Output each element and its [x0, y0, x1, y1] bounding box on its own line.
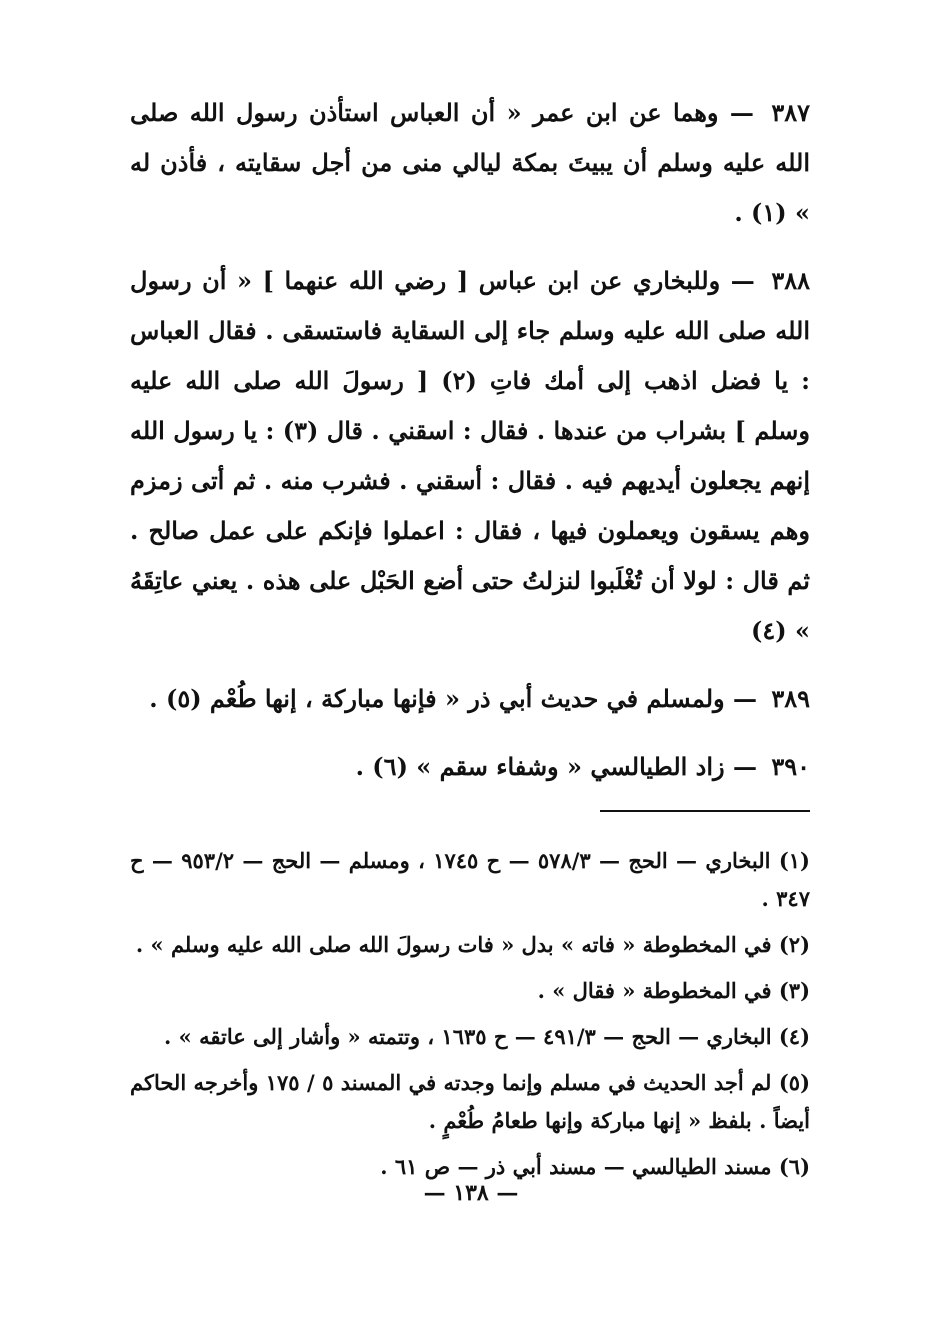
- hadith-388: [130, 256, 810, 656]
- page-body: [130, 88, 810, 1194]
- hadith-number: ٣٨٩: [771, 684, 810, 713]
- hadith-389: [130, 674, 810, 724]
- footnote-4: (٤) البخاري — الحج — ٤٩١/٣ — ح ١٦٣٥ ، وتتمته « وأشار إلى عاتقه » .: [164, 1024, 810, 1049]
- footnote-5: (٥) لم أجد الحديث في مسلم وإنما وجدته في المسند ٥ / ١٧٥ وأخرجه الحاكم أيضاً . بلفظ « إنها مباركة وإنها طعامُ طُعْمٍ .: [130, 1070, 811, 1133]
- footnote-1: (١) البخاري — الحج — ٥٧٨/٣ — ح ١٧٤٥ ، ومسلم — الحج — ٩٥٣/٢ — ح ٣٤٧ .: [130, 848, 810, 911]
- footnote-3: (٣) في المخطوطة « فقال » .: [537, 978, 810, 1003]
- hadith-number: ٣٨٧: [771, 98, 810, 127]
- hadith-390: [130, 742, 810, 792]
- footnote-2: (٢) في المخطوطة « فاته » بدل « فات رسولَ الله صلى الله عليه وسلم » .: [135, 932, 810, 957]
- hadith-text: — وللبخاري عن ابن عباس [ رضي الله عنهما ] « أن رسول الله صلى الله عليه وسلم جاء إلى السقاية فاستسقى . فقال العباس : يا فضل اذهب إلى أمك فاتِ (٢) [ رسولَ الله صلى الله عليه وسلم ] بشراب من عندها . فقال : اسقني . قال (٣) : يا رسول الله إنهم يجعلون أيديهم فيه . فقال : أسقني . فشرب منه . ثم أتى زمزم وهم يسقون ويعملون فيها ، فقال : اعملوا فإنكم على عمل صالح . ثم قال : لولا أن تُغْلَبوا لنزلتُ حتى أضع الحَبْل على هذه . يعني عاتِقَهُ » (٤): [130, 266, 810, 645]
- hadith-text: — وهما عن ابن عمر « أن العباس استأذن رسول الله صلى الله عليه وسلم أن يبيتَ بمكة ليالي منى من أجل سقايته ، فأذن له » (١) .: [130, 98, 810, 227]
- footnote-6: (٦) مسند الطيالسي — مسند أبي ذر — ص ٦١ .: [380, 1154, 810, 1179]
- hadith-387: [130, 88, 810, 238]
- hadith-number: ٣٩٠: [771, 752, 810, 781]
- hadith-text: — ولمسلم في حديث أبي ذر « فإنها مباركة ، إنها طُعْم (٥) .: [149, 684, 757, 713]
- hadith-number: ٣٨٨: [771, 266, 811, 295]
- page-number: — ١٣٨ —: [423, 1180, 519, 1206]
- footnote-divider: [600, 810, 810, 812]
- hadith-text: — زاد الطيالسي « وشفاء سقم » (٦) .: [355, 752, 757, 781]
